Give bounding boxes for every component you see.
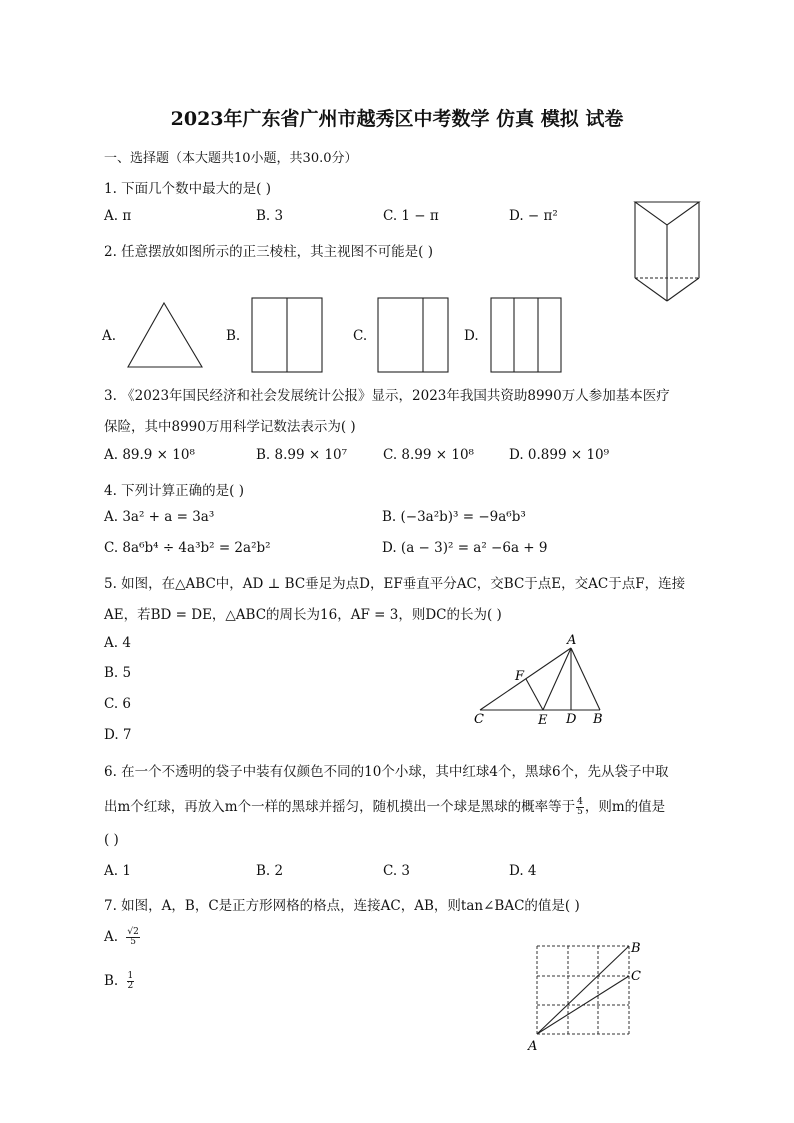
q6-fraction-num: 4 — [577, 797, 583, 807]
q7-option-a-fraction — [126, 928, 139, 947]
question-2-stem: 2. 任意摆放如图所示的正三棱柱，其主视图不可能是( ) — [104, 244, 433, 260]
triangular-prism-figure — [632, 198, 702, 302]
q2-option-b[interactable]: B. — [226, 328, 241, 344]
q2-option-c-rect — [377, 297, 449, 373]
q6-option-a[interactable]: A. 1 — [104, 863, 131, 879]
q6-fraction-den: 5 — [577, 807, 583, 817]
q3-option-c[interactable]: C. 8.99 × 10⁸ — [383, 447, 474, 463]
q7-option-b-fraction — [127, 972, 135, 991]
question-5-stem-line2: AE，若BD = DE，△ABC的周长为16，AF = 3，则DC的长为( ) — [104, 607, 502, 623]
q5-label-f: F — [515, 669, 525, 684]
q4-option-b[interactable]: B. (−3a²b)³ = −9a⁶b³ — [382, 509, 526, 525]
q5-option-a[interactable]: A. 4 — [104, 635, 131, 651]
q7-grid-figure — [525, 938, 655, 1058]
q1-option-a[interactable]: A. π — [104, 208, 132, 224]
question-3-stem-line1: 3. 《2023年国民经济和社会发展统计公报》显示，2023年我国共资助8990万人参加基本医疗 — [104, 388, 670, 404]
q2-option-a[interactable]: A. — [102, 328, 117, 344]
question-6-stem-line2 — [104, 795, 665, 817]
q5-option-d[interactable]: D. 7 — [104, 727, 132, 743]
q5-option-c[interactable]: C. 6 — [104, 696, 132, 712]
question-7-stem: 7. 如图，A，B，C是正方形网格的格点，连接AC，AB，则tan∠BAC的值是( ) — [104, 898, 580, 914]
q6-option-d[interactable]: D. 4 — [509, 863, 537, 879]
q2-option-d[interactable]: D. — [464, 328, 479, 344]
q6-option-c[interactable]: C. 3 — [383, 863, 411, 879]
question-6-stem-line1: 6. 在一个不透明的袋子中装有仅颜色不同的10个小球，其中红球4个，黑球6个，先从袋子中取 — [104, 764, 669, 780]
q7-option-b[interactable] — [104, 972, 134, 991]
q7-a-den: 5 — [130, 937, 136, 947]
section-heading: 一、选择题（本大题共10小题，共30.0分） — [104, 151, 358, 166]
q7-option-a[interactable] — [104, 928, 140, 947]
q2-option-a-triangle — [126, 301, 204, 369]
q7-label-c: C — [631, 969, 641, 984]
q7-label-b: B — [631, 941, 641, 956]
q2-option-c[interactable]: C. — [353, 328, 368, 344]
question-4-stem: 4. 下列计算正确的是( ) — [104, 483, 244, 499]
q4-option-d[interactable]: D. (a − 3)² = a² −6a + 9 — [382, 540, 548, 556]
q1-option-d[interactable]: D. − π² — [509, 208, 558, 224]
q5-triangle-figure — [470, 630, 620, 730]
q7-option-a-label: A. — [104, 929, 119, 945]
q5-label-c: C — [474, 712, 484, 727]
q6-fraction — [576, 798, 584, 817]
q1-option-c[interactable]: C. 1 − π — [383, 208, 439, 224]
q4-option-c[interactable]: C. 8a⁶b⁴ ÷ 4a³b² = 2a²b² — [104, 540, 271, 556]
page-title: 2023年广东省广州市越秀区中考数学 仿真 模拟 试卷 — [170, 108, 624, 130]
q7-b-den: 2 — [127, 981, 134, 991]
q7-a-num: √2 — [127, 927, 139, 937]
q7-option-b-label: B. — [104, 973, 119, 989]
q6-line2-text: 出m个红球，再放入m个一样的黑球并摇匀，随机摸出一个球是黑球的概率等于 — [104, 799, 576, 815]
q5-label-b: B — [593, 712, 603, 727]
q5-label-e: E — [538, 713, 548, 728]
q6-option-b[interactable]: B. 2 — [256, 863, 284, 879]
q5-option-b[interactable]: B. 5 — [104, 665, 132, 681]
question-5-stem-line1: 5. 如图，在△ABC中，AD ⊥ BC垂足为点D，EF垂直平分AC，交BC于点E，交AC于点F，连接 — [104, 576, 686, 592]
q5-label-d: D — [566, 712, 577, 727]
q2-option-d-rect — [490, 297, 562, 373]
q5-label-a: A — [567, 633, 577, 648]
q6-line2-tail: ，则m的值是 — [584, 799, 666, 815]
q2-option-b-rect — [251, 297, 323, 373]
question-6-stem-line3: ( ) — [104, 832, 119, 848]
q3-option-d[interactable]: D. 0.899 × 10⁹ — [509, 447, 610, 463]
question-3-stem-line2: 保险，其中8990万用科学记数法表示为( ) — [104, 419, 356, 435]
q7-b-num: 1 — [127, 971, 134, 981]
q1-option-b[interactable]: B. 3 — [256, 208, 284, 224]
q3-option-b[interactable]: B. 8.99 × 10⁷ — [256, 447, 348, 463]
question-1-stem: 1. 下面几个数中最大的是( ) — [104, 181, 271, 197]
q4-option-a[interactable]: A. 3a² + a = 3a³ — [104, 509, 215, 525]
q7-label-a: A — [528, 1039, 538, 1054]
q3-option-a[interactable]: A. 89.9 × 10⁸ — [104, 447, 195, 463]
